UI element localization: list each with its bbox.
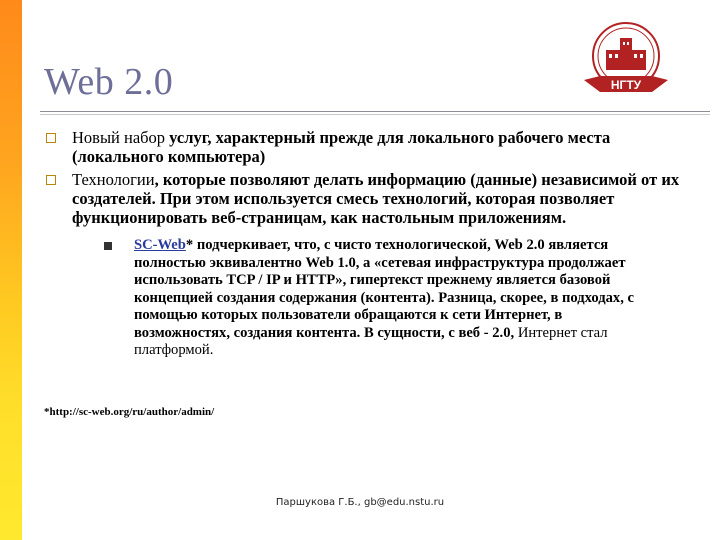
bullet-text: , которые позволяют делать информацию (данные) независимой от их создателей. При этом используется смесь технологий, которая позволяет функционировать веб-страницам, как настольным приложениям. xyxy=(72,170,680,227)
footnote: *http://sc-web.org/ru/author/admin/ xyxy=(44,406,215,418)
bullet-square-icon xyxy=(46,133,56,143)
nstu-seal-icon xyxy=(570,20,682,102)
bullet-text: услуг, характерный прежде для локального рабочего места (локального компьютера) xyxy=(72,128,611,166)
logo-text: НГТУ xyxy=(610,78,642,92)
bullet-item xyxy=(46,128,686,166)
left-accent-stripe xyxy=(0,0,22,540)
bullet-lead: Технологии xyxy=(72,170,155,189)
sub-bullet-text: * подчеркивает, что, с чисто технологической, Web 2.0 является полностью эквивалентно Web 1.0, а «сетевая инфраструктура продолжает использовать TCP / IP и HTTP», гипертекст прежнему является базовой концепцией создания содержания (контента). Разница, скорее, в подходах, с помощью которых пользователи обращаются к сети Интернет, в возможностях, создания контента. В сущности, с веб - 2.0, xyxy=(134,237,635,341)
sub-bullet-item xyxy=(104,237,654,360)
bullet-lead: Новый набор xyxy=(72,128,166,147)
title-divider xyxy=(40,111,710,112)
bullet-square-icon xyxy=(46,175,56,185)
sub-bullet-ending: Интернет стал платформой. xyxy=(134,324,608,358)
source-link[interactable]: SC-Web xyxy=(134,237,186,253)
sub-bullet-square-icon xyxy=(104,242,112,250)
title-divider-shadow xyxy=(40,114,710,115)
footer-author: Паршукова Г.Б., gb@edu.nstu.ru xyxy=(275,497,445,508)
university-logo xyxy=(570,20,682,102)
slide-title: Web 2.0 xyxy=(44,61,174,103)
bullet-list xyxy=(46,128,686,360)
bullet-item xyxy=(46,170,686,227)
